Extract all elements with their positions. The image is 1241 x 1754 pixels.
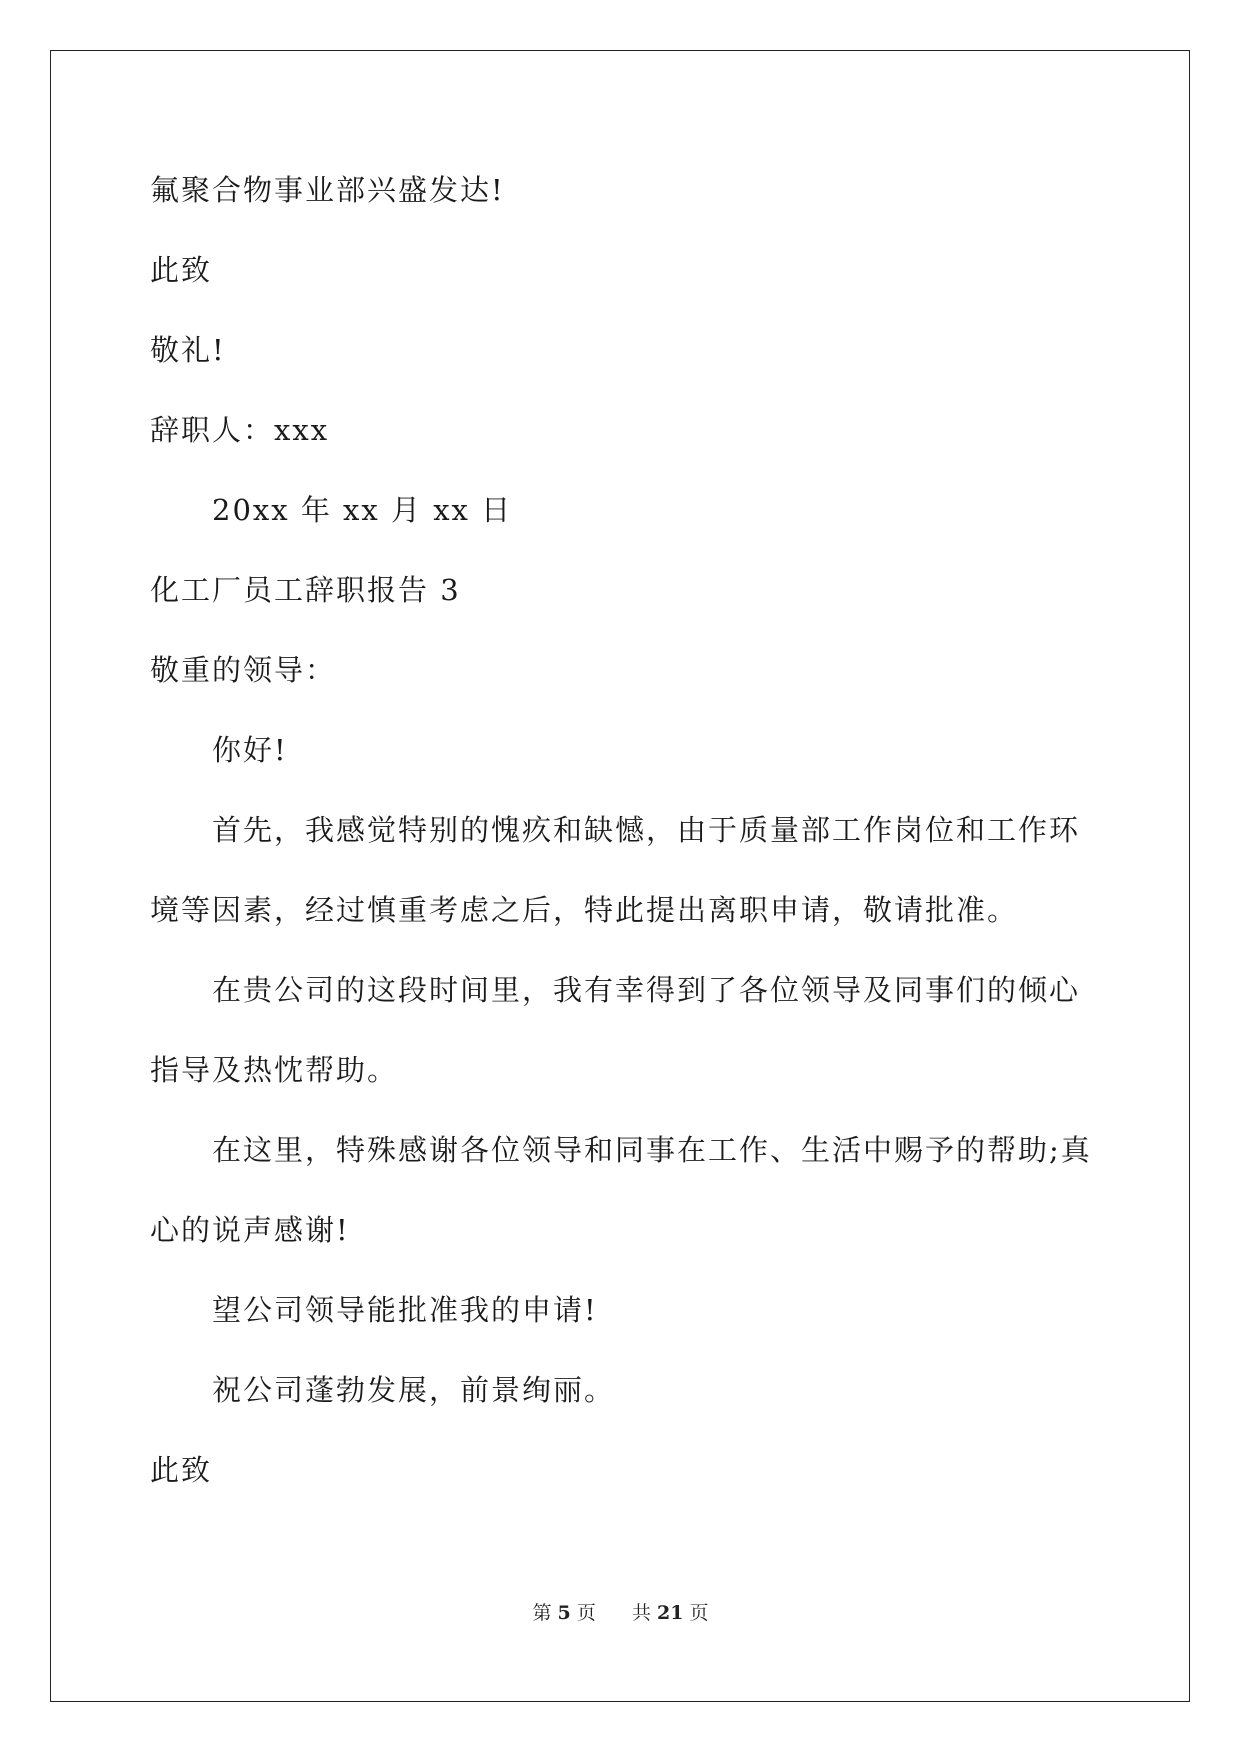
total-page-number: 21 [657,1602,684,1624]
closing-wish-line: 氟聚合物事业部兴盛发达! [150,173,505,207]
page-footer [0,1598,1241,1625]
paragraph-3-line-1: 在这里，特殊感谢各位领导和同事在工作、生活中赐予的帮助;真 [212,1133,1092,1167]
salutation-jingli: 敬礼! [150,333,226,367]
page-label-prefix: 第 [532,1602,552,1624]
paragraph-2-line-1: 在贵公司的这段时间里，我有幸得到了各位领导及同事们的倾心 [212,973,1081,1007]
greeting-hello: 你好! [212,733,288,767]
total-label-suffix: 页 [689,1602,709,1624]
resigner-name: 辞职人：xxx [150,413,330,447]
paragraph-4: 望公司领导能批准我的申请! [212,1293,598,1327]
date-line: 20xx 年 xx 月 xx 日 [212,493,513,527]
page-border [50,50,1190,1702]
salutation-cizhi-2: 此致 [150,1453,213,1487]
section-title: 化工厂员工辞职报告 3 [150,573,461,607]
greeting-recipient: 敬重的领导： [150,653,337,687]
paragraph-5: 祝公司蓬勃发展，前景绚丽。 [212,1373,616,1407]
paragraph-1-line-1: 首先，我感觉特别的愧疚和缺憾，由于质量部工作岗位和工作环 [212,813,1081,847]
paragraph-3-line-2: 心的说声感谢! [150,1213,350,1247]
paragraph-2-line-2: 指导及热忱帮助。 [150,1053,399,1087]
current-page-number: 5 [557,1602,571,1624]
paragraph-1-line-2: 境等因素，经过慎重考虑之后，特此提出离职申请，敬请批准。 [150,893,1019,927]
page-label-suffix: 页 [576,1602,596,1624]
salutation-cizhi: 此致 [150,253,213,287]
total-label-prefix: 共 [631,1602,651,1624]
